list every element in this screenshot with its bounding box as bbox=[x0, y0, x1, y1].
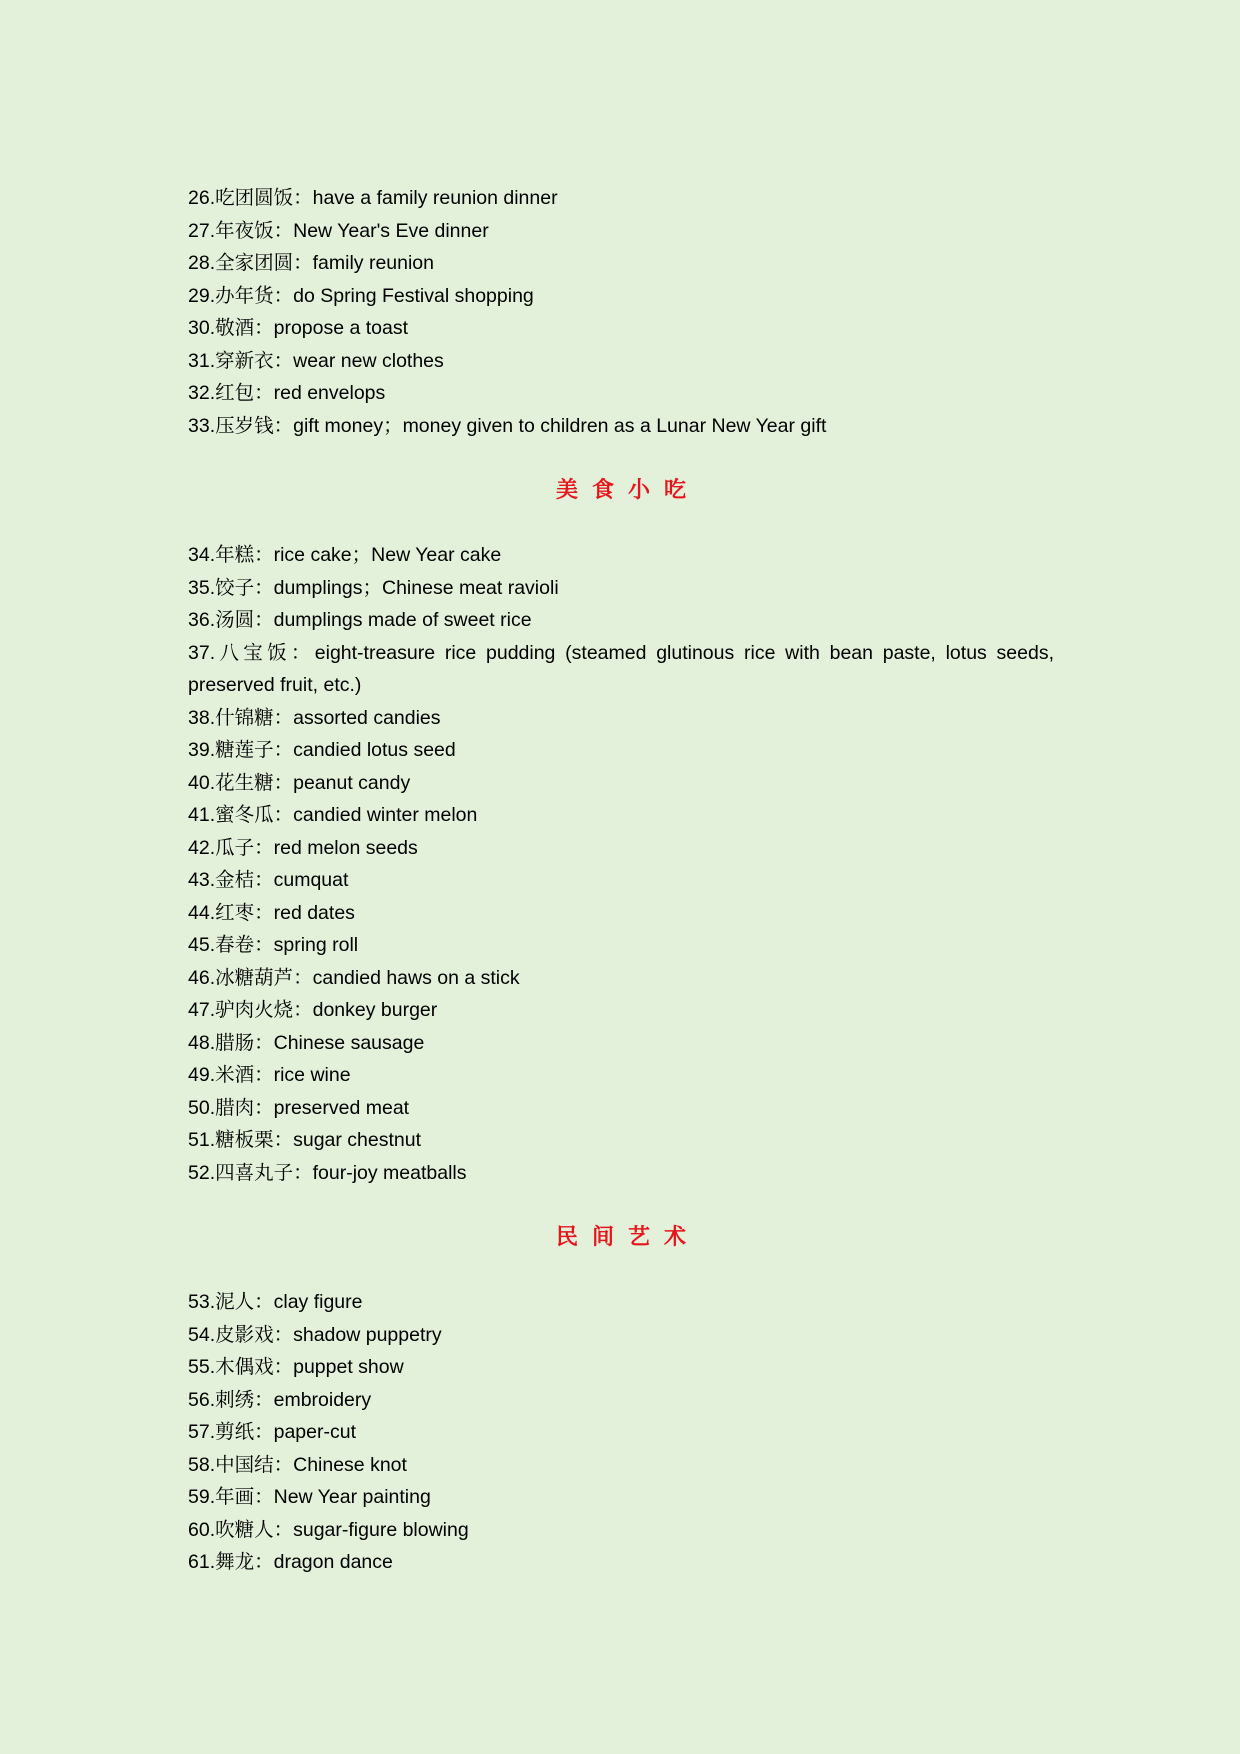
list-item: 27.年夜饭：New Year's Eve dinner bbox=[188, 219, 489, 242]
list-item: 44.红枣：red dates bbox=[188, 901, 355, 924]
list-item: 52.四喜丸子：four-joy meatballs bbox=[188, 1161, 467, 1184]
list-item: 42.瓜子：red melon seeds bbox=[188, 836, 418, 859]
list-item: 46.冰糖葫芦：candied haws on a stick bbox=[188, 966, 520, 989]
list-item: 58.中国结：Chinese knot bbox=[188, 1453, 407, 1476]
list-item: 49.米酒：rice wine bbox=[188, 1064, 351, 1086]
list-item: 34.年糕：rice cake；New Year cake bbox=[188, 544, 502, 566]
document-page bbox=[188, 182, 1054, 1579]
list-item: 48.腊肠：Chinese sausage bbox=[188, 1031, 425, 1054]
list-item: 38.什锦糖：assorted candies bbox=[188, 706, 441, 729]
list-item: 60.吹糖人：sugar-figure blowing bbox=[188, 1518, 469, 1541]
list-item: 47.驴肉火烧：donkey burger bbox=[188, 999, 438, 1021]
list-item: 59.年画：New Year painting bbox=[188, 1486, 431, 1508]
list-item: 57.剪纸：paper-cut bbox=[188, 1421, 356, 1443]
section-customs-list bbox=[188, 182, 1054, 442]
list-item: 40.花生糖：peanut candy bbox=[188, 771, 411, 794]
list-item: 39.糖莲子：candied lotus seed bbox=[188, 739, 456, 761]
list-item: 51.糖板栗：sugar chestnut bbox=[188, 1129, 422, 1151]
list-item: 41.蜜冬瓜：candied winter melon bbox=[188, 804, 478, 826]
list-item: 53.泥人：clay figure bbox=[188, 1291, 363, 1313]
list-item: 28.全家团圆：family reunion bbox=[188, 252, 434, 274]
list-item: 55.木偶戏：puppet show bbox=[188, 1356, 404, 1378]
section-heading-folk-art: 民间艺术 bbox=[555, 1224, 700, 1249]
list-item: 43.金桔：cumquat bbox=[188, 869, 349, 891]
list-item: 30.敬酒：propose a toast bbox=[188, 317, 409, 339]
section-folk-art-list bbox=[188, 1286, 1054, 1579]
section-food-list bbox=[188, 539, 1054, 1189]
list-item: 37.八宝饭：eight-treasure rice pudding (steamed glutinous rice with bean paste, lotus seeds, preserved fruit, etc.) bbox=[188, 641, 1054, 696]
list-item: 26.吃团圆饭：have a family reunion dinner bbox=[188, 187, 558, 209]
list-item: 61.舞龙：dragon dance bbox=[188, 1551, 393, 1573]
list-item: 50.腊肉：preserved meat bbox=[188, 1096, 410, 1119]
list-item: 54.皮影戏：shadow puppetry bbox=[188, 1323, 442, 1346]
list-item: 33.压岁钱：gift money；money given to children as a Lunar New Year gift bbox=[188, 414, 827, 437]
list-item: 56.刺绣：embroidery bbox=[188, 1388, 372, 1411]
list-item: 31.穿新衣：wear new clothes bbox=[188, 349, 444, 372]
list-item: 36.汤圆：dumplings made of sweet rice bbox=[188, 609, 532, 631]
list-item: 29.办年货：do Spring Festival shopping bbox=[188, 284, 534, 307]
section-heading-food: 美食小吃 bbox=[555, 477, 700, 502]
list-item: 32.红包：red envelops bbox=[188, 382, 386, 404]
list-item: 35.饺子：dumplings；Chinese meat ravioli bbox=[188, 576, 559, 599]
list-item: 45.春卷：spring roll bbox=[188, 934, 359, 956]
